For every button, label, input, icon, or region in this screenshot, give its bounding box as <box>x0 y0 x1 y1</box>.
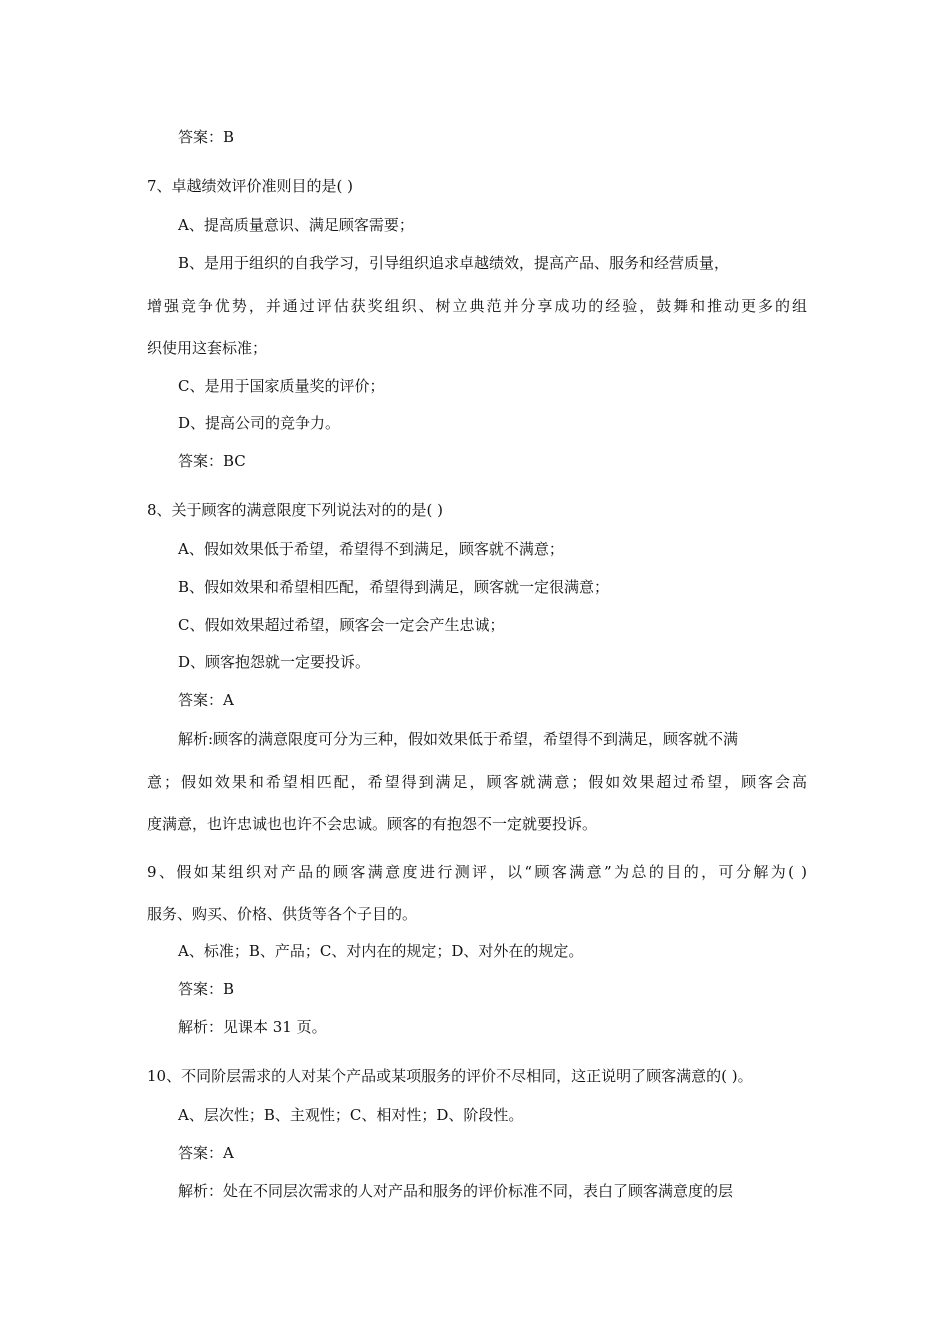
answer-10: 答案：A <box>178 1144 234 1162</box>
option-7b-line2: 增强竞争优势，并通过评估获奖组织、树立典范并分享成功的经验，鼓舞和推动更多的组 <box>147 297 807 315</box>
option-7d: D、提高公司的竞争力。 <box>178 414 341 432</box>
answer-7: 答案：BC <box>178 452 246 470</box>
option-7a: A、提高质量意识、满足顾客需要； <box>178 216 414 234</box>
explanation-9: 解析：见课本 31 页。 <box>178 1018 327 1036</box>
question-9-line1: 9、假如某组织对产品的顾客满意度进行测评，以“顾客满意”为总的目的，可分解为( ) <box>147 863 807 881</box>
option-8c: C、假如效果超过希望，顾客会一定会产生忠诚； <box>178 616 505 634</box>
explanation-8-line3: 度满意，也许忠诚也也许不会忠诚。顾客的有抱怨不一定就要投诉。 <box>147 815 598 833</box>
option-7c: C、是用于国家质量奖的评价； <box>178 377 385 395</box>
option-8b: B、假如效果和希望相匹配，希望得到满足，顾客就一定很满意； <box>178 578 610 596</box>
option-7b-line1: B、是用于组织的自我学习，引导组织追求卓越绩效，提高产品、服务和经营质量， <box>178 254 730 272</box>
option-9: A、标准；B、产品；C、对内在的规定；D、对外在的规定。 <box>178 942 584 960</box>
question-9-line2: 服务、购买、价格、供货等各个子目的。 <box>147 905 418 923</box>
question-10: 10、不同阶层需求的人对某个产品或某项服务的评价不尽相同，这正说明了顾客满意的( )。 <box>147 1067 753 1085</box>
explanation-10-line1: 解析：处在不同层次需求的人对产品和服务的评价标准不同，表白了顾客满意度的层 <box>178 1182 734 1200</box>
option-7b-line3: 织使用这套标准； <box>147 339 268 357</box>
question-7: 7、卓越绩效评价准则目的是( ) <box>147 177 354 195</box>
answer-9: 答案：B <box>178 980 235 998</box>
explanation-8-line1: 解析:顾客的满意限度可分为三种，假如效果低于希望，希望得不到满足，顾客就不满 <box>178 730 739 748</box>
option-10: A、层次性；B、主观性；C、相对性；D、阶段性。 <box>178 1106 524 1124</box>
answer-8: 答案：A <box>178 691 234 709</box>
answer-6: 答案：B <box>178 128 235 146</box>
option-8d: D、顾客抱怨就一定要投诉。 <box>178 653 371 671</box>
option-8a: A、假如效果低于希望，希望得不到满足，顾客就不满意； <box>178 540 564 558</box>
question-8: 8、关于顾客的满意限度下列说法对的的是( ) <box>147 501 444 519</box>
explanation-8-line2: 意；假如效果和希望相匹配，希望得到满足，顾客就满意；假如效果超过希望，顾客会高 <box>147 773 807 791</box>
